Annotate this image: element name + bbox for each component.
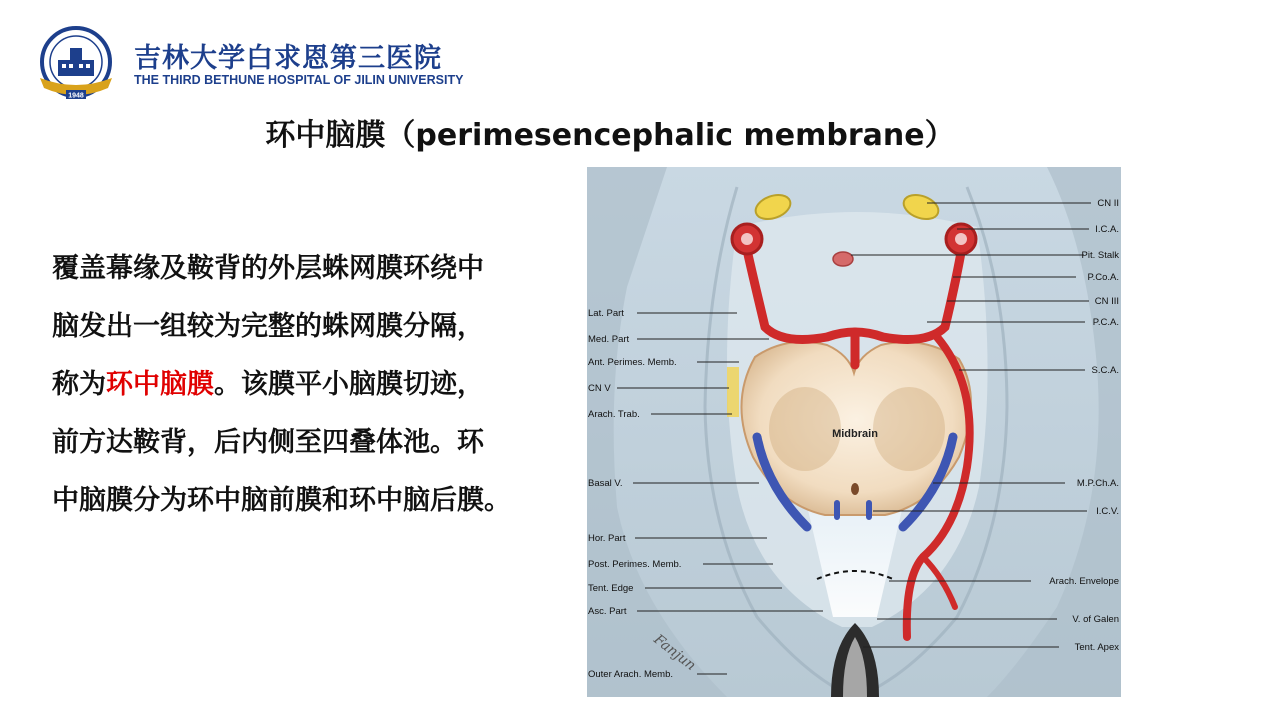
label-pca: P.C.A.: [1092, 317, 1119, 328]
label-tent-edge: Tent. Edge: [588, 583, 634, 594]
label-med-part: Med. Part: [588, 334, 630, 345]
body-text-prefix: 称为: [52, 369, 106, 400]
body-line-4: 前方达鞍背，后内侧至四叠体池。环: [52, 427, 484, 458]
label-basal-v: Basal V.: [588, 478, 623, 489]
label-cn-iii: CN III: [1094, 296, 1119, 307]
label-hor-part: Hor. Part: [588, 533, 626, 544]
body-paragraph: [52, 240, 592, 530]
label-arach-trab: Arach. Trab.: [588, 409, 640, 420]
body-line-1: 覆盖幕缘及鞍背的外层蛛网膜环绕中: [52, 253, 484, 284]
label-cn-v: CN V: [588, 383, 611, 394]
label-mpcha: M.P.Ch.A.: [1076, 478, 1119, 489]
label-pit-stalk: Pit. Stalk: [1081, 250, 1119, 261]
body-line-3: [52, 356, 592, 414]
anatomy-illustration: [587, 167, 1121, 697]
label-asc-part: Asc. Part: [588, 606, 627, 617]
label-lat-part: Lat. Part: [588, 308, 624, 319]
label-pcoa: P.Co.A.: [1087, 272, 1119, 283]
midbrain-label: Midbrain: [832, 428, 878, 440]
label-post-perimes-memb: Post. Perimes. Memb.: [588, 559, 682, 570]
label-ant-perimes-memb: Ant. Perimes. Memb.: [588, 357, 677, 368]
slide-title: 环中脑膜（perimesencephalic membrane）: [265, 118, 955, 153]
label-ica: I.C.A.: [1095, 224, 1119, 235]
label-outer-arach-memb: Outer Arach. Memb.: [588, 669, 674, 680]
label-cn-ii: CN II: [1097, 198, 1119, 209]
body-line-2: 脑发出一组较为完整的蛛网膜分隔，: [52, 311, 484, 342]
hospital-name-cn: 吉林大学白求恩第三医院: [134, 43, 442, 74]
label-tent-apex: Tent. Apex: [1074, 642, 1119, 653]
label-arach-envelope: Arach. Envelope: [1049, 576, 1119, 587]
artist-signature: Fanjun: [650, 631, 699, 675]
hospital-name-en: THE THIRD BETHUNE HOSPITAL OF JILIN UNIVERSITY: [134, 73, 464, 87]
label-v-of-galen: V. of Galen: [1072, 614, 1119, 625]
label-sca: S.C.A.: [1091, 365, 1119, 376]
logo-year: 1948: [68, 92, 84, 100]
highlight-term: 环中脑膜: [106, 369, 214, 400]
label-icv: I.C.V.: [1096, 506, 1119, 517]
hospital-logo: [36, 26, 116, 102]
body-text-suffix: 。该膜平小脑膜切迹，: [214, 369, 484, 400]
body-line-5: 中脑膜分为环中脑前膜和环中脑后膜。: [52, 485, 511, 516]
